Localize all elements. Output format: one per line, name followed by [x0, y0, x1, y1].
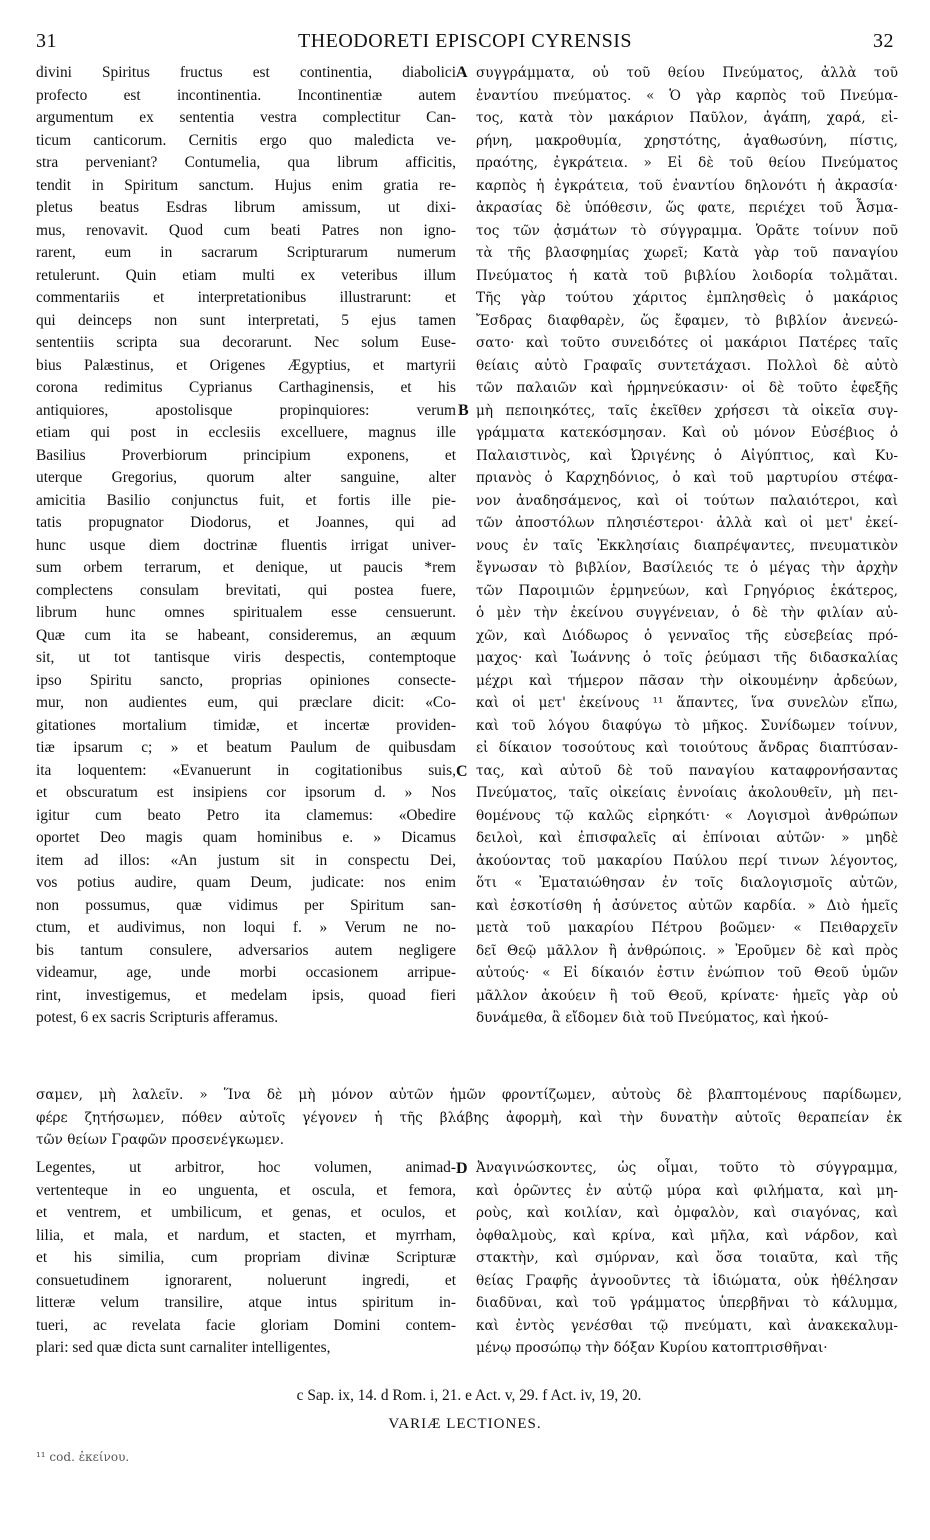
greek-text-line: θείαις αὐτὸ Γραφαῖς συντετάχασι. Πολλοὶ δὲ αὐτὸ — [476, 357, 898, 374]
latin-text-line: mur, non audientes eum, qui præclare dicit: «Co- — [36, 694, 456, 711]
greek-text-line: τος τῶν ᾀσμάτων τὸ σύγγραμμα. Ὁρᾶτε τοίνυν ποῦ — [476, 222, 898, 239]
latin-text-line: mus, renovavit. Quod cum beati Patres non igno- — [36, 221, 456, 239]
greek-text-line: συγγράμματα, οὐ τοῦ θείου Πνεύματος, ἀλλὰ τοῦ — [476, 65, 898, 81]
greek-text-line: δειλοὶ, καὶ ἐπισφαλεῖς αἱ ἐπίνοιαι αὐτῶν· » μηδὲ — [476, 830, 898, 846]
latin-text-line: librum hunc omnes spiritualem esse censuerunt. — [36, 604, 456, 621]
greek-text-line: τας, καὶ αὐτοῦ δὲ τοῦ παναγίου καταφρονήσαντας — [476, 762, 898, 779]
latin-text-line: profecto est incontinentia. Incontinentiæ autem — [36, 86, 456, 104]
section-marker-b: B — [458, 402, 469, 419]
greek-full-width-block — [36, 1084, 902, 1152]
latin-text-line: videamur, age, unde morbi occasionem arripue- — [36, 964, 456, 981]
latin-text-line: potest, 6 ex sacris Scripturis afferamus. — [36, 1009, 279, 1026]
greek-text-line: Ἀναγινώσκοντες, ὡς οἶμαι, τοῦτο τὸ σύγγραμμα, — [476, 1160, 898, 1176]
latin-text-line: ita loquentem: «Evanuerunt in cogitationibus suis, — [36, 761, 456, 779]
greek-text-line: θομένους τῷ καλῶς εἰρηκότι· « Λογισμοὶ ἀνθρώπων — [476, 807, 898, 824]
greek-text-line: ἔγνωσαν τὸ βιβλίον, Βασίλειός τε ὁ μέγας τὴν ἀρχὴν — [476, 560, 898, 576]
latin-text-line: ticum canticorum. Cernitis ergo quo maledicta ve- — [36, 131, 456, 149]
latin-text-line: et obscuratum est insipiens cor ipsorum d. » Nos — [36, 784, 456, 801]
latin-text-line: Basilius Proverbiorum principium exponens, et — [36, 446, 456, 464]
greek-text-line: ἀκούοντας τοῦ μακαρίου Παύλου περί τινων λέγοντος, — [476, 852, 898, 869]
greek-text-line: αὐτούς· « Εἰ δίκαιόν ἐστιν ἐνώπιον τοῦ Θεοῦ ὑμῶν — [476, 965, 898, 981]
latin-text-line: complectens consulam brevitati, qui postea fuere, — [36, 581, 456, 599]
greek-text-line: Παλαιστινὸς, καὶ Ὠριγένης ὁ Αἰγύπτιος, καὶ Κυ- — [476, 447, 898, 464]
greek-text-line: Πνεύματος ἡ κατὰ τοῦ βιβλίου λοιδορία τολμᾶται. — [476, 267, 898, 284]
latin-column-lower — [36, 1157, 456, 1360]
greek-text-line: νον ἀναδησάμενος, καὶ οἱ τούτων παλαιότεροι, καὶ — [476, 492, 898, 509]
latin-text-line: stra perveniant? Contumelia, qua librum afficitis, — [36, 154, 456, 171]
latin-text-line: litteræ velum transilire, atque intus spiritum in- — [36, 1294, 456, 1311]
latin-text-line: et ventrem, et umbilicum, et genas, et oculos, et — [36, 1204, 456, 1221]
page-number-right: 32 — [873, 30, 894, 52]
latin-text-line: tendit in Spiritum sanctum. Hujus enim gratia re- — [36, 176, 456, 194]
greek-text-line: μαχος· καὶ Ἰωάννης ὁ τοῖς ῥεύμασι τῆς διδασκαλίας — [476, 650, 898, 666]
greek-text-line: θείας Γραφῆς ἀγνοοῦντες τὰ ἰδιώματα, οὐκ ἠθέλησαν — [476, 1272, 898, 1289]
greek-text-line: πραότης, ἐγκράτεια. » Εἰ δὲ τοῦ θείου Πνεύματος — [476, 155, 898, 171]
greek-text-line: τῶν Παροιμιῶν ἑρμηνεύων, καὶ Γρηγόριος ἑκάτερος, — [476, 582, 898, 599]
varia-lectiones-note: ¹¹ cod. ἐκείνου. — [36, 1450, 130, 1464]
greek-text-line: ρήνη, μακροθυμία, χρηστότης, ἀγαθωσύνη, πίστις, — [476, 132, 898, 149]
greek-text-line: σατο· καὶ τοῦτο συνειδότες οἱ μακάριοι Πατέρες ταῖς — [476, 335, 898, 351]
latin-text-line: hunc usque diem doctrinæ fluentis irrigat univer- — [36, 536, 456, 554]
greek-text-line: καὶ ἐντὸς γενέσθαι τῷ πνεύματι, καὶ ἀνακεκαλυμ- — [476, 1317, 898, 1334]
greek-text-line: ὀφθαλμοὺς, καὶ κρίνα, καὶ μῆλα, καὶ νάρδον, καὶ — [476, 1227, 898, 1244]
latin-text-line: tiæ ipsarum c; » et beatum Paulum de quibusdam — [36, 739, 456, 756]
greek-text-line: δυνάμεθα, ἃ εἴδομεν διὰ τοῦ Πνεύματος, καὶ ἠκού- — [476, 1010, 829, 1026]
latin-text-line: qui deinceps non sunt interpretati, 5 ejus tamen — [36, 311, 456, 329]
greek-text-line: ὅτι « Ἐματαιώθησαν ἐν τοῖς διαλογισμοῖς αὐτῶν, — [476, 875, 898, 891]
latin-text-line: rarent, eum in sacrarum Scripturarum numerum — [36, 244, 456, 261]
greek-text-line: διαδῦναι, καὶ τοῦ γράμματος ὑπερβῆναι τὸ κάλυμμα, — [476, 1295, 898, 1311]
greek-column-upper — [476, 62, 898, 1030]
running-header — [36, 30, 894, 60]
latin-text-line: item ad illos: «An justum sit in conspectu Dei, — [36, 851, 456, 869]
latin-text-line: Quæ cum ita se habeant, consideremus, an æquum — [36, 626, 456, 644]
latin-text-line: plari: sed quæ dicta sunt carnaliter intelligentes, — [36, 1339, 331, 1356]
latin-text-line: oportet Deo magis quam hominibus e. » Dicamus — [36, 829, 456, 846]
latin-text-line: ipso Spiritu sancto, proprias opiniones consecte- — [36, 671, 456, 689]
greek-text-line: χῶν, καὶ Διόδωρος ὁ γενναῖος τῆς εὐσεβείας πρό- — [476, 627, 898, 644]
latin-text-line: bis tantum consulere, adversarios autem negligere — [36, 941, 456, 959]
greek-text-line: στακτὴν, καὶ σμύρναν, καὶ ὅσα τοιαῦτα, καὶ τῆς — [476, 1250, 898, 1266]
latin-text-line: tatis propugnator Diodorus, et Joannes, qui ad — [36, 514, 456, 531]
greek-text-line: πριανὸς ὁ Καρχηδόνιος, ὁ καὶ τοῦ μαρτυρίου στέφα- — [476, 470, 898, 486]
varia-lectiones-heading: VARIÆ LECTIONES. — [388, 1416, 542, 1432]
latin-text-line: consuetudinem ignorarent, noluerunt ingredi, et — [36, 1271, 456, 1289]
latin-text-line: gitationes mortalium timidæ, et incertæ providen- — [36, 716, 456, 734]
latin-text-line: non possumus, quæ vidimus per Spiritum san- — [36, 896, 456, 914]
latin-text-line: sum orbem terrarum, et denique, ut paucis *rem — [36, 559, 456, 576]
greek-text-line: μετὰ τοῦ μακαρίου Πέτρου βοῶμεν· « Πειθαρχεῖν — [476, 920, 898, 936]
greek-text-line: μέχρι καὶ τήμερον πᾶσαν τὴν οἰκουμένην ἀρδεύων, — [476, 672, 898, 689]
greek-text-line: τῶν παλαιῶν καὶ ἡρμηνεύκασιν· οἱ δὲ τοῦτο ἐφεξῆς — [476, 380, 898, 396]
latin-text-line: vertenteque in eo unguenta, et oscula, et femora, — [36, 1181, 456, 1199]
latin-text-line: pletus beatus Esdras librum amissum, ut dixi- — [36, 199, 456, 216]
greek-text-line: τος, κατὰ τὸν μακάριον Παῦλον, ἀγάπη, χαρά, εἰ- — [476, 110, 898, 126]
section-marker-a: A — [456, 64, 468, 81]
greek-column-lower — [476, 1157, 898, 1360]
greek-text-line: τῶν θείων Γραφῶν προσενέγκωμεν. — [36, 1132, 285, 1148]
greek-text-line: εἰ δίκαιον τοσούτους καὶ τοιούτους ἄνδρας διαπτύσαν- — [476, 740, 898, 756]
latin-text-line: vos potius audire, quam Deum, judicate: nos enim — [36, 874, 456, 891]
latin-text-line: amicitia Basilio conjunctus fuit, et fortis ille pie- — [36, 491, 456, 509]
latin-text-line: uterque Gregorius, quorum alter sanguine, alter — [36, 469, 456, 486]
greek-text-line: καὶ οἱ μετ' ἐκείνους ¹¹ ἅπαντες, ἵνα συνελὼν εἴπω, — [476, 695, 898, 711]
greek-text-line: τῶν ἀποστόλων πλησιέστεροι· ἀλλὰ καὶ οἱ μετ' ἐκεί- — [476, 515, 898, 531]
greek-text-line: νους ἐν ταῖς Ἐκκλησίαις διαπρέψαντες, πνευματικὸν — [476, 537, 898, 554]
latin-text-line: divini Spiritus fructus est continentia, diabolici — [36, 64, 456, 81]
latin-text-line: lilia, et mala, et nardum, et stacten, et myrrham, — [36, 1226, 456, 1244]
section-marker-d: D — [456, 1160, 468, 1177]
greek-text-line: καὶ ἐσκοτίσθη ἡ ἀσύνετος αὐτῶν καρδία. » Διὸ ἡμεῖς — [476, 897, 898, 914]
greek-text-line: καὶ ὁρῶντες ἐν αὐτῷ μύρα καὶ φιλήματα, καὶ μη- — [476, 1182, 898, 1199]
greek-text-line: Τῆς γὰρ τούτου χάριτος ἐμπλησθεὶς ὁ μακάριος — [476, 290, 898, 306]
greek-text-line: μὴ πεποιηκότες, ταῖς ἐκεῖθεν χρήσεσι τὰ οἰκεῖα συγ- — [476, 402, 898, 419]
greek-text-line: φέρε ζητήσωμεν, πόθεν αὐτοῖς γέγονεν ἡ τῆς βλάβης ἀφορμὴ, καὶ τὴν δυνατὴν αὐτοῖς θεραπείαν ἐκ — [36, 1109, 902, 1126]
greek-text-line: σαμεν, μὴ λαλεῖν. » Ἵνα δὲ μὴ μόνον αὐτῶν ἡμῶν φροντίζωμεν, αὐτοὺς δὲ βλαπτομένους παρίδωμεν, — [36, 1087, 902, 1103]
page-number-left: 31 — [36, 30, 57, 52]
latin-text-line: etiam qui post in ecclesiis excelluere, magnus ille — [36, 424, 456, 441]
latin-text-line: rint, investigemus, et medelam ipsis, quoad fieri — [36, 986, 456, 1004]
latin-text-line: tueri, ac revelata facie gloriam Domini contem- — [36, 1316, 456, 1334]
greek-text-line: ροὺς, καὶ κοιλίαν, καὶ ὀμφαλὸν, καὶ σιαγόνας, καὶ — [476, 1205, 898, 1221]
greek-text-line: δεῖ Θεῷ μᾶλλον ἢ ἀνθρώποις. » Ἐροῦμεν δὲ καὶ πρὸς — [476, 942, 898, 959]
greek-text-line: ἐναντίου πνεύματος. « Ὁ γὰρ καρπὸς τοῦ Πνεύμα- — [476, 87, 898, 104]
running-title: THEODORETI EPISCOPI CYRENSIS — [297, 30, 633, 52]
latin-text-line: sit, ut tot tantisque viris despectis, contemptoque — [36, 649, 456, 666]
latin-text-line: antiquiores, apostolisque propinquiores: verum — [36, 401, 456, 419]
latin-text-line: Legentes, ut arbitror, hoc volumen, animad- — [36, 1159, 456, 1176]
greek-text-line: καρπὸς ἡ ἐγκράτεια, τοῦ ἐναντίου δηλονότι ἡ ἀκρασία· — [476, 177, 898, 194]
greek-text-line: μᾶλλον ἀκούειν ἢ τοῦ Θεοῦ, κρίνατε· ἡμεῖς γὰρ οὐ — [476, 987, 898, 1004]
latin-text-line: commentariis et interpretationibus illustrarunt: et — [36, 289, 456, 306]
latin-text-line: igitur cum beato Petro ita clamemus: «Obedire — [36, 806, 456, 824]
greek-text-line: ἀκρασίας δὲ ὑπόθεσιν, ὥς φατε, περιέχει τοῦ Ἆσμα- — [476, 200, 898, 216]
latin-text-line: sententiis scripta sua decorarunt. Nec solum Euse- — [36, 334, 456, 351]
latin-text-line: argumentum ex sententia vestra complectitur Can- — [36, 109, 456, 126]
latin-text-line: bius Palæstinus, et Origenes Ægyptius, et martyrii — [36, 356, 456, 374]
greek-text-line: μένῳ προσώπῳ τὴν δόξαν Κυρίου κατοπτρισθῆναι· — [476, 1340, 828, 1356]
greek-text-line: καὶ τοῦ λόγου διαφύγω τὸ μῆκος. Συνίδωμεν τοίνυν, — [476, 717, 898, 734]
latin-text-line: et his similia, cum propriam divinæ Scripturæ — [36, 1249, 456, 1266]
latin-text-line: corona redimitus Cyprianus Carthaginensis, et his — [36, 379, 456, 396]
greek-text-line: ὁ μὲν τὴν ἐκείνου συγγένειαν, ὁ δὲ τὴν φιλίαν αὐ- — [476, 605, 898, 621]
latin-text-line: ctum, et audivimus, non loqui f. » Verum ne no- — [36, 919, 456, 936]
greek-text-line: τὰ τῆς βλασφημίας χωρεῖ; Κατὰ γὰρ τοῦ παναγίου — [476, 245, 898, 261]
latin-text-line: retulerunt. Quin etiam multi ex veteribus illum — [36, 266, 456, 284]
greek-text-line: γράμματα κατεκόσμησαν. Καὶ οὐ μόνον Εὐσέβιος ὁ — [476, 425, 898, 441]
greek-text-line: Πνεύματος, ταῖς οἰκείαις ἐννοίαις ἀκολουθεῖν, μὴ πει- — [476, 785, 898, 801]
latin-column-upper — [36, 62, 456, 1030]
greek-text-line: Ἔσδρας διαφθαρὲν, ὥς ἔφαμεν, τὸ βιβλίον ἀνενεώ- — [476, 312, 898, 329]
section-marker-c: C — [456, 763, 468, 780]
footnotes: c Sap. ix, 14. d Rom. i, 21. e Act. v, 29. f Act. iv, 19, 20. — [296, 1387, 642, 1404]
